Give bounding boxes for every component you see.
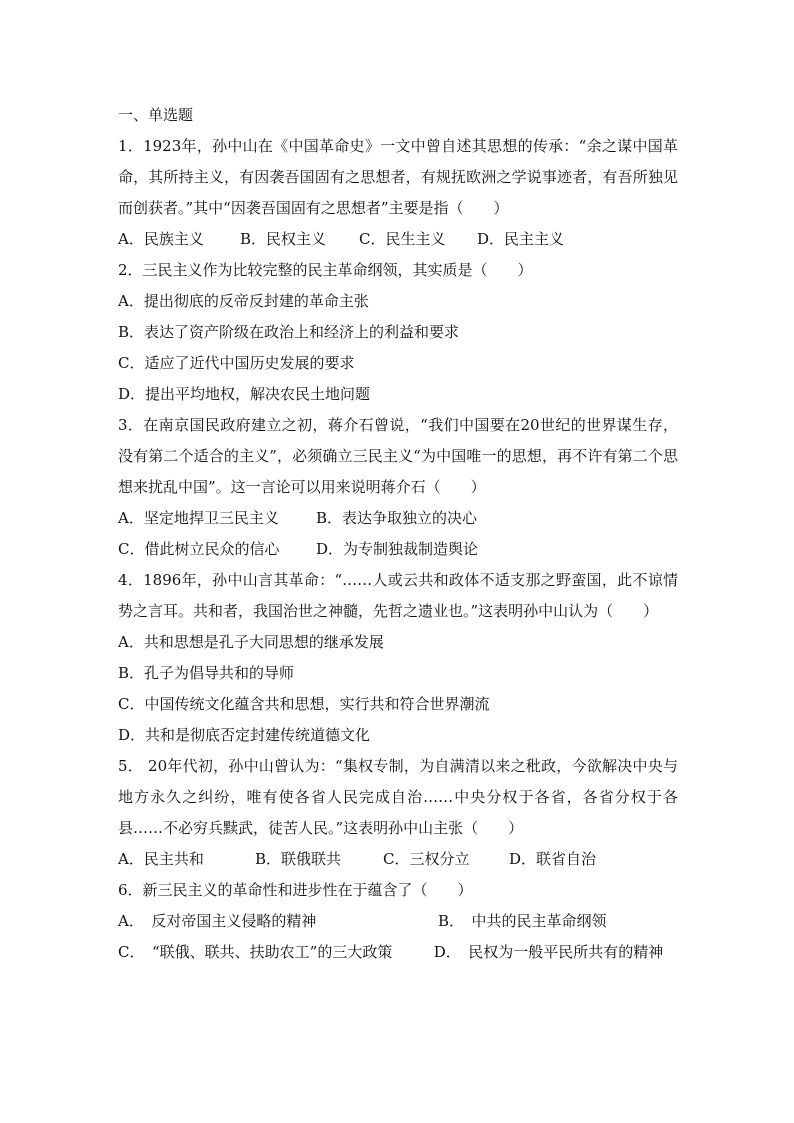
- option-c: C． “联俄、联共、扶助农工”的三大政策: [118, 943, 393, 961]
- options-row: [118, 937, 678, 968]
- option-a: A．民主共和: [118, 850, 204, 868]
- option-a: A．共和思想是孔子大同思想的继承发展: [118, 633, 384, 651]
- question-stem: 1．1923年，孙中山在《中国革命史》一文中曾自述其思想的传承：“余之谋中国革命，其所持主义，有因袭吾国固有之思想者，有规抚欧洲之学说事迹者，有吾所独见而创获者。”其中“因袭吾国固有之思想者”主要是指（ ）: [118, 137, 678, 217]
- option-d: D．为专制独裁制造舆论: [316, 540, 479, 558]
- question-4: [118, 565, 678, 751]
- question-1: [118, 131, 678, 255]
- option-d: D． 民权为一般平民所共有的精神: [433, 943, 664, 961]
- option-b: B．表达了资产阶级在政治上和经济上的利益和要求: [118, 323, 460, 341]
- question-stem: 2．三民主义作为比较完整的民主革命纲领，其实质是（ ）: [118, 261, 533, 279]
- option-d: D．联省自治: [509, 850, 597, 868]
- option-a: A．提出彻底的反帝反封建的革命主张: [118, 292, 369, 310]
- option-d: D．共和是彻底否定封建传统道德文化: [118, 726, 371, 744]
- options-row: [118, 224, 678, 255]
- question-stem: 5． 20年代初，孙中山曾认为：“集权专制，为自满清以来之秕政，今欲解决中央与地方永久之纠纷，唯有使各省人民完成自治……中央分权于各省，各省分权于各县……不必穷兵黩武，徒苦人民。”这表明孙中山主张（ ）: [118, 757, 678, 837]
- option-c: C．民生主义: [359, 230, 446, 248]
- exam-content: [118, 100, 678, 968]
- option-b: B．民权主义: [240, 230, 327, 248]
- option-c: C．借此树立民众的信心: [118, 540, 280, 558]
- question-stem: 4．1896年，孙中山言其革命：“……人或云共和政体不适支那之野蛮国，此不谅情势之言耳。共和者，我国治世之神髓，先哲之遗业也。”这表明孙中山认为（ ）: [118, 571, 678, 620]
- option-b: B． 中共的民主革命纲领: [438, 912, 607, 930]
- option-a: A．坚定地捍卫三民主义: [118, 509, 279, 527]
- options-row: [118, 844, 678, 875]
- option-c: C．中国传统文化蕴含共和思想，实行共和符合世界潮流: [118, 695, 490, 713]
- question-stem: 6．新三民主义的革命性和进步性在于蕴含了（ ）: [118, 881, 473, 899]
- option-a: A．民族主义: [118, 230, 204, 248]
- options-row: [118, 534, 678, 565]
- section-title: 一、单选题: [118, 106, 194, 124]
- option-b: B．表达争取独立的决心: [316, 509, 478, 527]
- question-5: [118, 751, 678, 875]
- options-row: [118, 906, 678, 937]
- question-2: [118, 255, 678, 410]
- option-a: A． 反对帝国主义侵略的精神: [118, 912, 317, 930]
- question-3: [118, 410, 678, 565]
- option-c: C．适应了近代中国历史发展的要求: [118, 354, 355, 372]
- option-d: D．民主主义: [477, 230, 565, 248]
- option-c: C．三权分立: [383, 850, 470, 868]
- option-b: B．孔子为倡导共和的导师: [118, 664, 295, 682]
- option-d: D．提出平均地权，解决农民土地问题: [118, 385, 371, 403]
- question-stem: 3．在南京国民政府建立之初，蒋介石曾说，“我们中国要在20世纪的世界谋生存，没有第二个适合的主义”，必须确立三民主义“为中国唯一的思想，再不许有第二个思想来扰乱中国”。这一言论可以用来说明蒋介石（ ）: [118, 416, 678, 496]
- question-6: [118, 875, 678, 968]
- options-row: [118, 503, 678, 534]
- option-b: B．联俄联共: [255, 850, 342, 868]
